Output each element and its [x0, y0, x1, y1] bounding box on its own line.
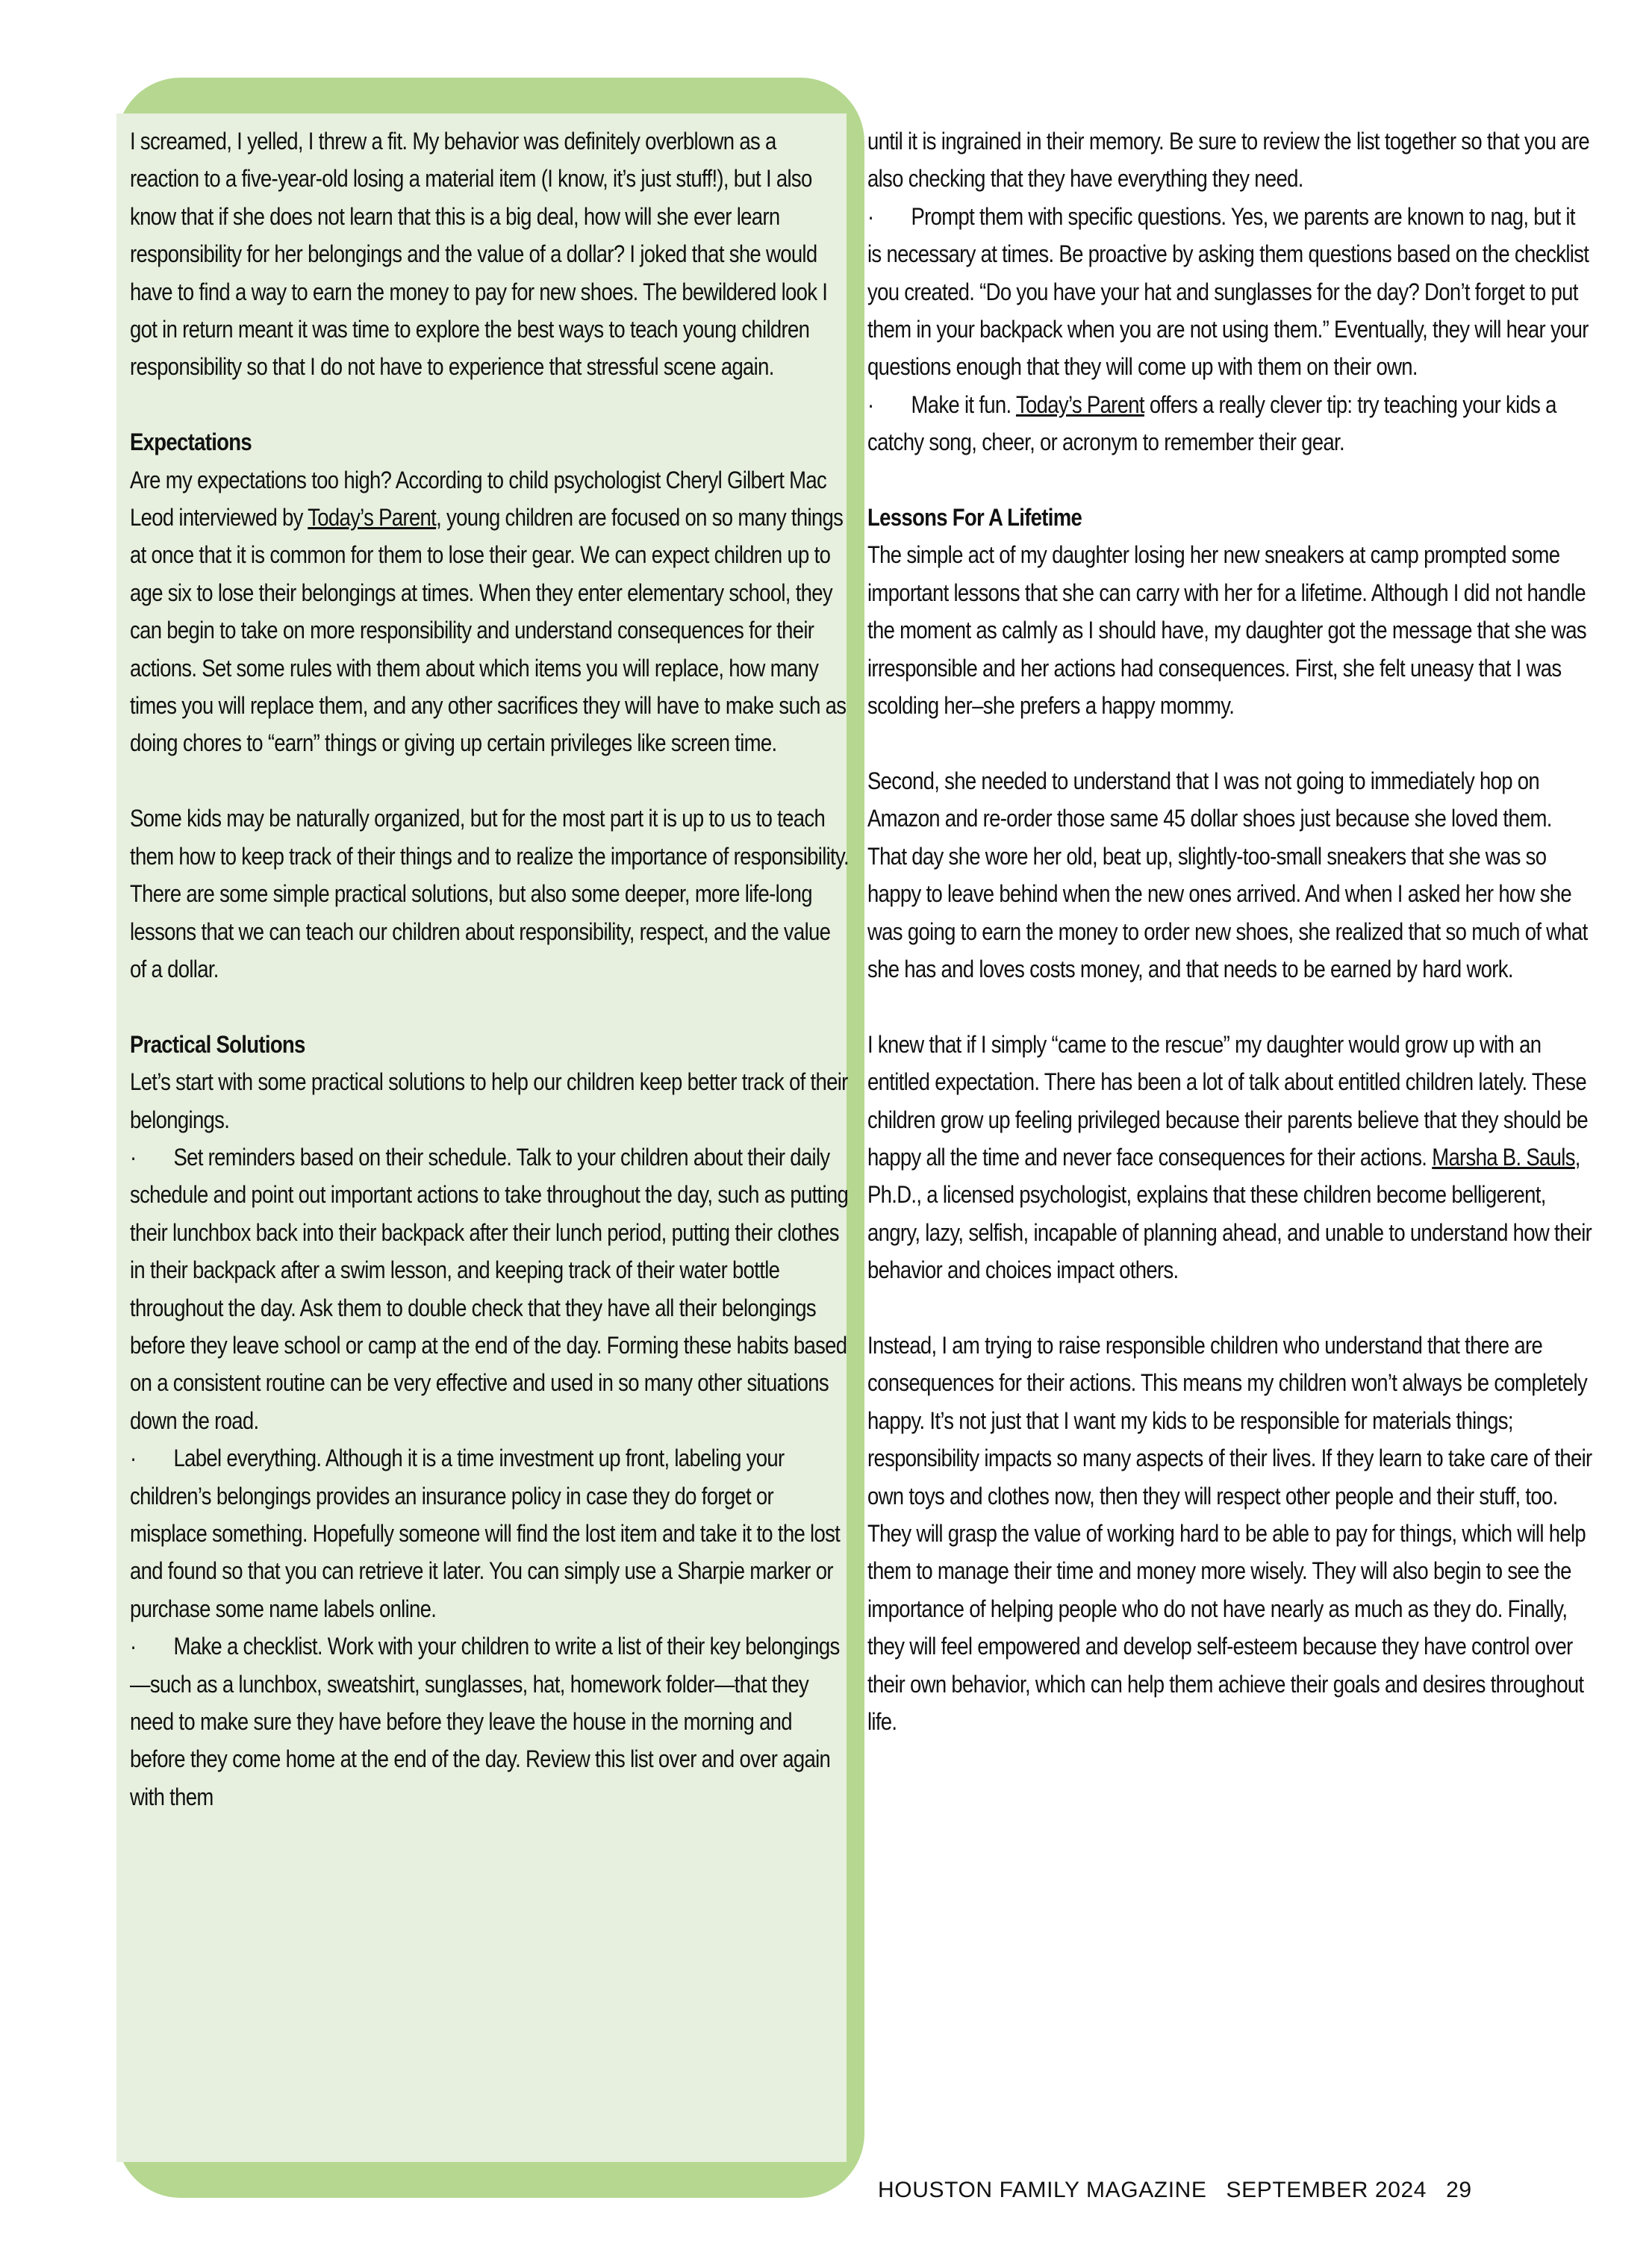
footer-page-number: 29 — [1446, 2178, 1472, 2202]
link-marsha-sauls[interactable]: Marsha B. Sauls — [1432, 1143, 1575, 1171]
right-column — [867, 122, 1593, 1740]
bullet-mark: · — [130, 1445, 137, 1472]
link-todays-parent-2[interactable]: Today’s Parent — [1015, 390, 1144, 418]
paragraph-expectations: Are my expectations too high? According to child psychologist Cheryl Gilbert Mac Leod interviewed by Today’s Parent, young children are focused on so many things at once that it is common for them to lose their gear. We can expect children up to age six to lose their belongings at times. When they enter elementary school, they can begin to take on more responsibility and understand consequences for their actions. Set some rules with them about which items you will replace, how many times you will replace them, and any other sacrifices they will have to make such as doing chores to “earn” things or giving up certain privileges like screen time. — [130, 466, 847, 757]
bullet-mark: · — [130, 1143, 137, 1171]
bullet-mark: · — [867, 390, 874, 418]
bullet-mark: · — [130, 1633, 137, 1660]
paragraph-second: Second, she needed to understand that I was not going to immediately hop on Amazon and re-order those same 45 dollar shoes just because she loved them. That day she wore her old, beat up, slightly-too-small sneakers that she was so happy to leave behind when the new ones arrived. And when I asked her how she was going to earn the money to order new shoes, she realized that so much of what she has and loves costs money, and that needs to be earned by hard work. — [867, 767, 1588, 982]
heading-practical-solutions: Practical Solutions — [130, 1030, 305, 1058]
link-todays-parent[interactable]: Today’s Parent — [308, 504, 437, 532]
paragraph-practical-intro: Let’s start with some practical solutions to help our children keep better track of their belongings. — [130, 1068, 848, 1133]
bullet-prompt-questions: · Prompt them with specific questions. Yes, we parents are known to nag, but it is necessary at times. Be proactive by asking them questions based on the checklist you created. “Do you have your hat and sunglasses for the day? Don’t forget to put them in your backpack when you are not using them.” Eventually, they will hear your questions enough that they will come up with them on their own. — [867, 198, 1593, 386]
paragraph-entitled: I knew that if I simply “came to the rescue” my daughter would grow up with an entitled expectation. There has been a lot of talk about entitled children lately. These children grow up feeling privileged because their parents believe that they should be happy all the time and never face consequences for their actions. Marsha B. Sauls, Ph.D., a licensed psychologist, explains that these children become belligerent, angry, lazy, selfish, incapable of planning ahead, and unable to understand how their behavior and choices impact others. — [867, 1030, 1592, 1284]
page-footer — [878, 2178, 1492, 2203]
bullet-mark: · — [867, 202, 874, 230]
bullet-set-reminders: · Set reminders based on their schedule. Talk to your children about their daily schedule and point out important actions to take throughout the day, such as putting their lunchbox back into their backpack after their lunch period, putting their clothes in their backpack after a swim lesson, and keeping track of their water bottle throughout the day. Ask them to double check that they have all their belongings before they leave school or camp at the end of the day. Forming these habits based on a consistent routine can be very effective and used in so many other situations down the road. — [130, 1138, 849, 1439]
paragraph-instead: Instead, I am trying to raise responsible children who understand that there are consequences for their actions. This means my children won’t always be completely happy. It’s not just that I want my kids to be responsible for materials things; responsibility impacts so many aspects of their lives. If they learn to take care of their own toys and clothes now, then they will respect other people and their stuff, too. They will grasp the value of working hard to be able to pay for things, which will help them to manage their time and money more wisely. They will also begin to see the importance of helping people who do not have nearly as much as they do. Finally, they will feel empowered and develop self-esteem because they have control over their own behavior, which can help them achieve their goals and desires throughout life. — [867, 1331, 1592, 1735]
heading-expectations: Expectations — [130, 429, 252, 456]
paragraph-organized: Some kids may be naturally organized, but for the most part it is up to us to teach them how to keep track of their things and to realize the importance of responsibility. There are some simple practical solutions, but also some deeper, more life-long lessons that we can teach our children about responsibility, respect, and the value of a dollar. — [130, 805, 849, 982]
footer-magazine: HOUSTON FAMILY MAGAZINE — [878, 2178, 1207, 2202]
left-column — [130, 122, 849, 1816]
bullet-make-it-fun: · Make it fun. Today’s Parent offers a really clever tip: try teaching your kids a catchy song, cheer, or acronym to remember their gear. — [867, 386, 1593, 461]
paragraph-intro: I screamed, I yelled, I threw a fit. My behavior was definitely overblown as a reaction to a five-year-old losing a material item (I know, it’s just stuff!), but I also know that if she does not learn that this is a big deal, how will she ever learn responsibility for her belongings and the value of a dollar? I joked that she would have to find a way to earn the money to pay for new shoes. The bewildered look I got in return meant it was time to explore the best ways to teach young children responsibility so that I do not have to experience that stressful scene again. — [130, 128, 828, 381]
footer-issue: SEPTEMBER 2024 — [1226, 2178, 1427, 2202]
paragraph-continued: until it is ingrained in their memory. Be sure to review the list together so that you are also checking that they have everything they need. — [867, 128, 1590, 193]
bullet-label-everything: · Label everything. Although it is a time investment up front, labeling your children’s belongings provides an insurance policy in case they do forget or misplace something. Hopefully someone will find the lost item and take it to the lost and found so that you can retrieve it later. You can simply use a Sharpie marker or purchase some name labels online. — [130, 1439, 849, 1627]
bullet-make-checklist: · Make a checklist. Work with your children to write a list of their key belongings—such as a lunchbox, sweatshirt, sunglasses, hat, homework folder—that they need to make sure they have before they leave the house in the morning and before they come home at the end of the day. Review this list over and over again with them — [130, 1627, 849, 1816]
paragraph-lessons: The simple act of my daughter losing her new sneakers at camp prompted some important lessons that she can carry with her for a lifetime. Although I did not handle the moment as calmly as I should have, my daughter got the message that she was irresponsible and her actions had consequences. First, she felt uneasy that I was scolding her–she prefers a happy mommy. — [867, 541, 1586, 720]
heading-lessons-lifetime: Lessons For A Lifetime — [867, 504, 1082, 532]
